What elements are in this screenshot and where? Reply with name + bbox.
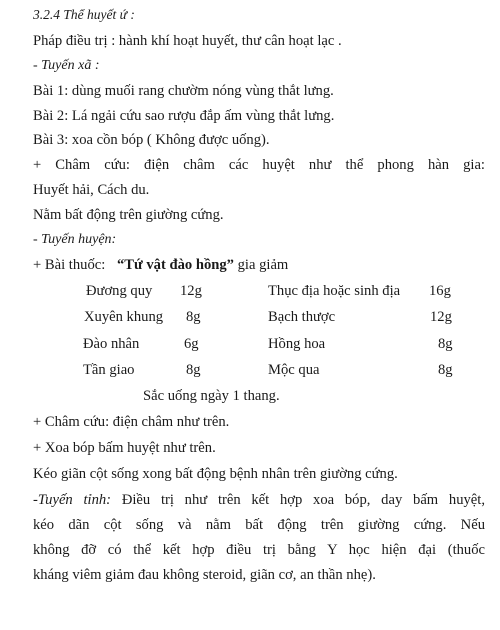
remedy-prefix: + Bài thuốc: xyxy=(33,257,106,273)
tuyen-tinh-line1 xyxy=(33,491,485,509)
herb-name-2: Hồng hoa xyxy=(268,336,326,352)
tuyen-huyen-heading: - Tuyến huyện: xyxy=(33,232,117,247)
remedy-name: “Tứ vật đào hồng” xyxy=(116,257,234,273)
tuyen-tinh-heading: -Tuyến tỉnh: xyxy=(33,492,112,508)
herb-dose: 8g xyxy=(186,362,201,378)
treatment-principle: Pháp điều trị : hành khí hoạt huyết, thư cân hoạt lạc . xyxy=(33,33,342,49)
tuyen-huyen-acupuncture: + Châm cứu: điện châm như trên. xyxy=(33,414,230,430)
herb-name-2: Mộc qua xyxy=(268,362,320,378)
tuyen-huyen-traction: Kéo giãn cột sống xong bất động bệnh nhân trên giường cứng. xyxy=(33,466,398,482)
tuyen-tinh-line2: kéo dãn cột sống và nằm bất động trên giường cứng. Nếu xyxy=(33,517,485,533)
herb-name: Xuyên khung xyxy=(84,309,164,325)
section-heading: 3.2.4 Thể huyết ứ : xyxy=(33,7,135,22)
herb-dose: 12g xyxy=(180,283,202,299)
tuyen-xa-acupuncture-line1: + Châm cứu: điện châm các huyệt như thể phong hàn gia: xyxy=(33,157,485,173)
herb-dose-2: 8g xyxy=(438,362,453,378)
tuyen-xa-item-2: Bài 2: Lá ngải cứu sao rượu đắp ấm vùng thắt lưng. xyxy=(33,108,335,124)
herb-name: Tần giao xyxy=(83,362,135,378)
herb-name-2: Bạch thược xyxy=(268,309,336,325)
herb-dose-2: 16g xyxy=(429,283,451,299)
tuyen-tinh-line1-text: Điều trị như trên kết hợp xoa bóp, day bấm huyệt, xyxy=(121,492,485,508)
herb-dose-2: 8g xyxy=(438,336,453,352)
tuyen-huyen-massage: + Xoa bóp bấm huyệt như trên. xyxy=(33,440,216,456)
tuyen-xa-acupuncture-line2: Huyết hải, Cách du. xyxy=(33,182,150,198)
herb-name: Đào nhân xyxy=(83,336,140,352)
remedy-line xyxy=(33,256,288,274)
remedy-suffix: gia giảm xyxy=(237,257,289,273)
herb-dose: 8g xyxy=(186,309,201,325)
tuyen-xa-item-1: Bài 1: dùng muối rang chườm nóng vùng thắt lưng. xyxy=(33,83,334,99)
herb-dose-2: 12g xyxy=(430,309,452,325)
herb-name-2: Thục địa hoặc sinh địa xyxy=(268,283,401,299)
tuyen-tinh-line4: kháng viêm giảm đau không steroid, giãn cơ, an thần nhẹ). xyxy=(33,567,376,583)
tuyen-xa-bed-rest: Nằm bất động trên giường cứng. xyxy=(33,207,224,223)
herb-dose: 6g xyxy=(184,336,199,352)
tuyen-tinh-line3: không đỡ có thể kết hợp điều trị bằng Y học hiện đại (thuốc xyxy=(33,542,485,558)
tuyen-xa-heading: - Tuyến xã : xyxy=(33,58,100,73)
tuyen-xa-item-3: Bài 3: xoa cồn bóp ( Không được uống). xyxy=(33,132,270,148)
herb-name: Đương quy xyxy=(86,283,153,299)
dosage-instruction: Sắc uống ngày 1 thang. xyxy=(143,388,280,404)
